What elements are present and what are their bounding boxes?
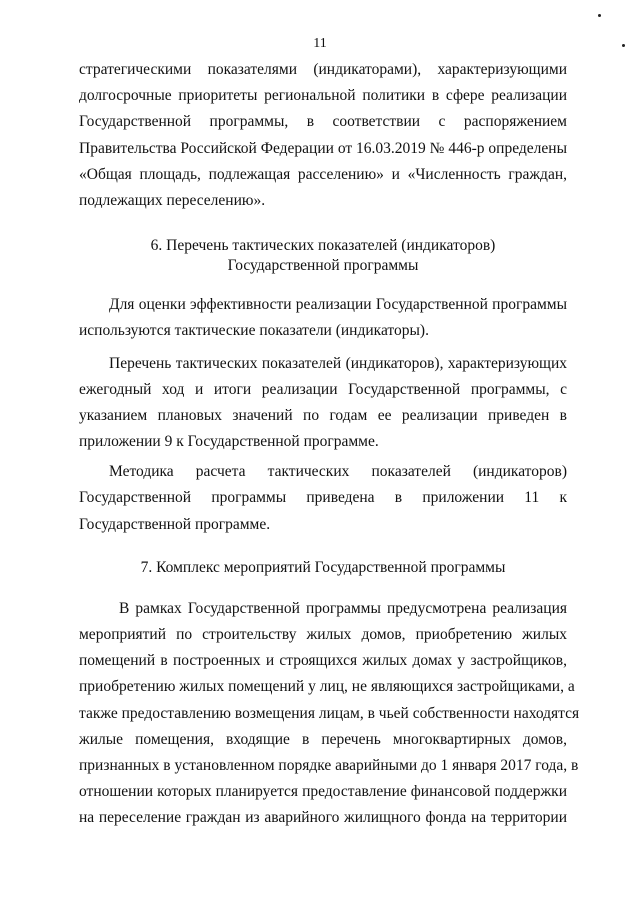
text-line: приобретению жилых помещений у лиц, не являющихся застройщиками, а xyxy=(79,678,575,696)
text-line: признанных в установленном порядке аварийными до 1 января 2017 года, в xyxy=(79,756,579,774)
section-6-paragraph-2 xyxy=(79,351,567,456)
text-line: Перечень тактических показателей (индикаторов), характеризующих xyxy=(109,354,567,372)
text-line: помещений в построенных и строящихся жилых домах у застройщиков, xyxy=(79,652,567,670)
section-6-paragraph-3 xyxy=(79,459,567,538)
section-6-title: 6. Перечень тактических показателей (индикаторов) xyxy=(150,237,496,255)
section-7-heading xyxy=(79,558,567,578)
text-line: также предоставлению возмещения лицам, в чьей собственности находятся xyxy=(79,704,580,722)
text-line: Государственной программе. xyxy=(79,515,271,533)
text-line: на переселение граждан из аварийного жилищного фонда на территории xyxy=(79,809,567,827)
text-line: Государственной программы приведена в приложении 11 к xyxy=(79,489,567,507)
intro-paragraph xyxy=(79,57,567,214)
scan-speck xyxy=(622,44,625,47)
text-line: мероприятий по строительству жилых домов, приобретению жилых xyxy=(79,626,567,643)
section-7-title: 7. Комплекс мероприятий Государственной программы xyxy=(140,558,506,576)
text-line: ежегодный ход и итоги реализации Государственной программы, с xyxy=(79,380,567,398)
text-line: Правительства Российской Федерации от 16.03.2019 № 446-р определены xyxy=(79,139,567,157)
text-line: указанием плановых значений по годам ее реализации приведен в xyxy=(79,406,567,424)
section-7-paragraph-1 xyxy=(79,596,580,832)
text-line: подлежащих переселению». xyxy=(79,191,266,209)
text-line: долгосрочные приоритеты региональной политики в сфере реализации xyxy=(79,87,567,105)
text-line: приложении 9 к Государственной программе. xyxy=(79,433,379,451)
text-line: отношении которых планируется предоставление финансовой поддержки xyxy=(79,783,567,801)
text-line: используются тактические показатели (индикаторы). xyxy=(79,322,429,340)
page-number: 11 xyxy=(313,36,327,51)
text-line: Государственной программы, в соответствии с распоряжением xyxy=(79,113,567,131)
section-6-subtitle: Государственной программы xyxy=(227,257,419,275)
text-line: Методика расчета тактических показателей (индикаторов) xyxy=(109,463,567,481)
text-line: «Общая площадь, подлежащая расселению» и «Численность граждан, xyxy=(79,165,567,183)
document-body xyxy=(79,57,580,832)
text-line: В рамках Государственной программы предусмотрена реализация xyxy=(119,599,567,617)
section-6-heading xyxy=(79,236,567,276)
text-line: жилые помещения, входящие в перечень многоквартирных домов, xyxy=(79,730,567,748)
section-6-paragraph-1 xyxy=(79,292,567,344)
text-line: Для оценки эффективности реализации Государственной программы xyxy=(109,296,567,314)
scan-speck xyxy=(598,14,601,17)
text-line: стратегическими показателями (индикаторами), характеризующими xyxy=(79,61,567,78)
